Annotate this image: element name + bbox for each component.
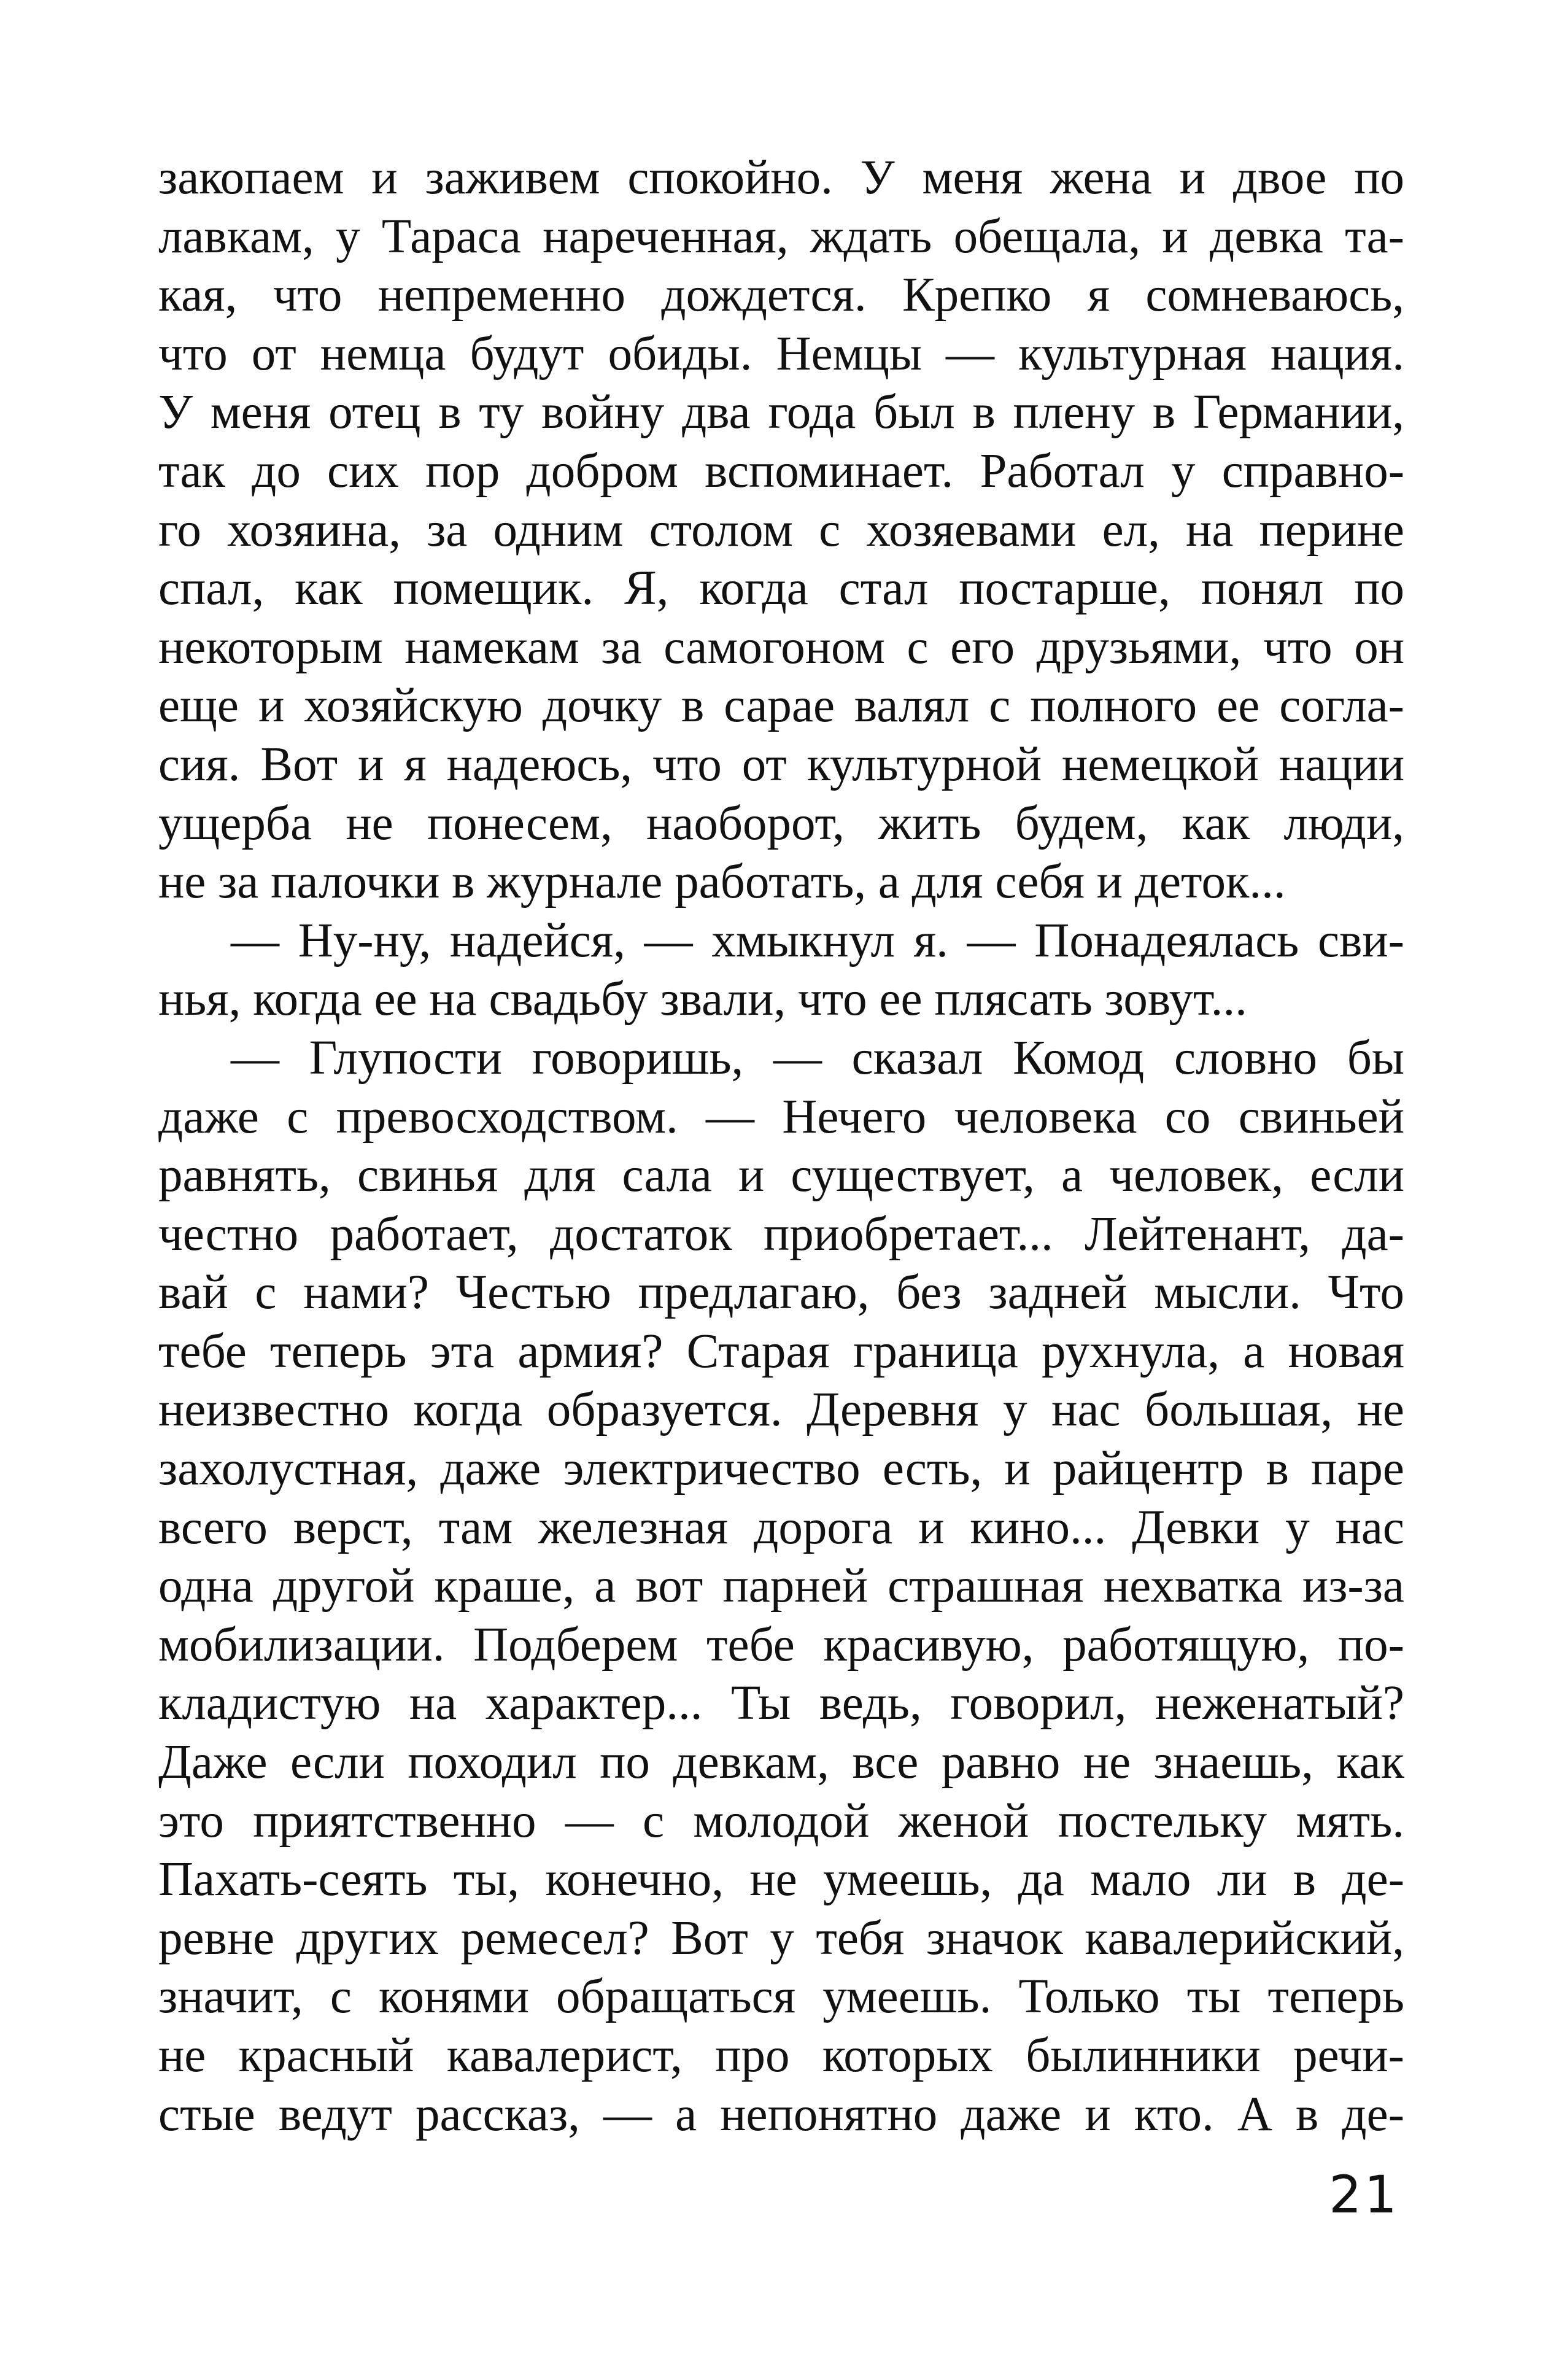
text-line: мобилизации. Подберем тебе красивую, работящую, по- [158, 1618, 1404, 1672]
body-text [158, 149, 1404, 2144]
text-line: закопаем и заживем спокойно. У меня жена и двое по [158, 151, 1404, 204]
text-line: захолустная, даже электричество есть, и райцентр в паре [158, 1442, 1404, 1496]
text-line: это приятственно — с молодой женой постельку мять. [158, 1794, 1404, 1848]
text-line: всего верст, там железная дорога и кино... Девки у нас [158, 1500, 1404, 1554]
text-line: честно работает, достаток приобретает... Лейтенант, да- [158, 1207, 1404, 1261]
text-line: сия. Вот и я надеюсь, что от культурной немецкой нации [158, 737, 1404, 791]
text-line: го хозяина, за одним столом с хозяевами ел, на перине [158, 503, 1404, 557]
text-line: кладистую на характер... Ты ведь, говорил, неженатый? [158, 1676, 1404, 1731]
text-line: неизвестно когда образуется. Деревня у нас большая, не [158, 1383, 1404, 1437]
text-line: не за палочки в журнале работать, а для себя и деток... [158, 855, 1286, 909]
text-line: спал, как помещик. Я, когда стал постарше, понял по [158, 562, 1404, 616]
text-line: — Ну-ну, надейся, — хмыкнул я. — Понадеялась сви- [231, 913, 1404, 967]
text-line: значит, с конями обращаться умеешь. Только ты теперь [158, 1970, 1404, 2024]
text-line: ущерба не понесем, наоборот, жить будем, как люди, [158, 796, 1404, 850]
text-line: ревне других ремесел? Вот у тебя значок кавалерийский, [158, 1911, 1404, 1965]
text-line: вай с нами? Честью предлагаю, без задней мысли. Что [158, 1266, 1404, 1320]
text-line: так до сих пор добром вспоминает. Работал у справно- [158, 444, 1404, 498]
text-line: некоторым намекам за самогоном с его друзьями, что он [158, 620, 1404, 674]
text-line: Даже если походил по девкам, все равно не знаешь, как [158, 1735, 1404, 1789]
text-line: что от немца будут обиды. Немцы — культурная нация. [158, 327, 1404, 381]
text-line: равнять, свинья для сала и существует, а человек, если [158, 1149, 1404, 1203]
text-line: одна другой краше, а вот парней страшная нехватка из-за [158, 1559, 1404, 1613]
text-line: кая, что непременно дождется. Крепко я сомневаюсь, [158, 268, 1404, 322]
text-line: еще и хозяйскую дочку в сарае валял с полного ее согла- [158, 679, 1404, 733]
text-line: — Глупости говоришь, — сказал Комод словно бы [231, 1031, 1404, 1085]
page-number: 21 [1329, 2165, 1399, 2225]
text-line: У меня отец в ту войну два года был в плену в Германии, [158, 386, 1404, 440]
text-line: даже с превосходством. — Нечего человека со свиньей [158, 1090, 1404, 1144]
text-line: тебе теперь эта армия? Старая граница рухнула, а новая [158, 1324, 1404, 1378]
text-line: лавкам, у Тараса нареченная, ждать обещала, и девка та- [158, 209, 1404, 263]
text-line: нья, когда ее на свадьбу звали, что ее плясать зовут... [158, 972, 1247, 1026]
text-line: не красный кавалерист, про которых былинники речи- [158, 2029, 1404, 2082]
text-line: Пахать-сеять ты, конечно, не умеешь, да мало ли в де- [158, 1853, 1404, 1907]
text-line: стые ведут рассказ, — а непонятно даже и кто. А в де- [158, 2087, 1404, 2141]
